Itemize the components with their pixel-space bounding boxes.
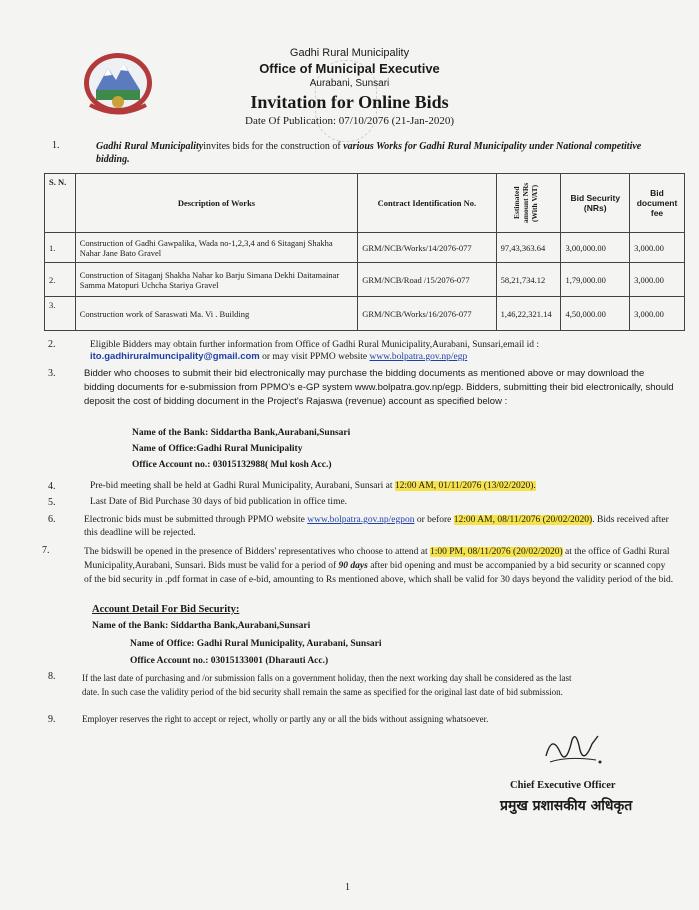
intro-paragraph [96, 140, 656, 166]
table-row [45, 233, 685, 263]
office-address: Aurabani, Sunsari [309, 78, 390, 89]
account-no-2: Office Account no.: 03015133001 (Dharauti Acc.) [130, 656, 329, 666]
item-2-text: Eligible Bidders may obtain further information from Office of Gadhi Rural Municipality,Aurabani, Sunsari,email id : [90, 340, 540, 350]
item-9-paragraph: Employer reserves the right to accept or reject, wholly or partly any or all the bids without assigning whatsoever. [82, 714, 489, 724]
row-contract-id: GRM/NCB/Works/14/2076-077 [358, 233, 496, 263]
page-number: 1 [345, 882, 350, 893]
publication-date: Date Of Publication: 07/10/2076 (21-Jan-2020) [245, 115, 454, 127]
item-8-paragraph: If the last date of purchasing and /or submission falls on a government holiday, then the next working day shall be considered as the last date. In such case the validity period of the bid security shall remain the same as specified for the original last date of bid submission. [82, 673, 572, 697]
table-row [45, 297, 685, 331]
intro-org: Gadhi Rural Municipality [96, 141, 204, 152]
item-number-1: 1. [52, 140, 60, 151]
item-7-text-b: at the office of Gadhi Rural Municipality,Aurabani, Sunsari. Bids must be valid for a period of [84, 547, 670, 571]
col-contract-id: Contract Identification No. [358, 174, 496, 233]
row-security: 1,79,000.00 [561, 263, 630, 297]
intro-text: invites bids for the construction of [203, 141, 344, 152]
item-number-7: 7. [42, 545, 50, 556]
ppmo-link[interactable]: www.bolpatra.gov.np/egp [369, 352, 468, 362]
col-estimated-amount: Estimated amount NRs (With VAT) [496, 174, 561, 233]
item-4-paragraph [90, 481, 670, 491]
item-2-mid: or may visit PPMO website [259, 352, 370, 362]
col-document-fee: Bid document fee [630, 174, 685, 233]
row-security: 3,00,000.00 [561, 233, 630, 263]
item-number-9: 9. [48, 714, 56, 725]
row-contract-id: GRM/NCB/Works/16/2076-077 [358, 297, 496, 331]
bolpatra-link[interactable]: www.bolpatra.gov.np/egpon [307, 515, 415, 525]
bank-name-1: Name of the Bank: Siddartha Bank,Aurabani,Sunsari [132, 428, 351, 438]
row-amount: 58,21,734.12 [496, 263, 561, 297]
row-sn: 3. [45, 297, 76, 331]
item-number-2: 2. [48, 339, 56, 350]
office-name-2: Name of Office: Gadhi Rural Municipality, Aurabani, Sunsari [130, 639, 382, 649]
item-5-paragraph: Last Date of Bid Purchase 30 days of bid publication in office time. [90, 497, 348, 507]
item-number-5: 5. [48, 497, 56, 508]
item-6-mid: or before [414, 515, 454, 525]
contact-email[interactable]: ito.gadhiruralmuncipality@gmail.com [90, 351, 260, 362]
page-title: Invitation for Online Bids [250, 92, 449, 112]
office-name-1: Name of Office:Gadhi Rural Municipality [132, 444, 303, 454]
row-sn: 1. [45, 233, 76, 263]
row-fee: 3,000.00 [630, 233, 685, 263]
account-no-1: Office Account no.: 03015132988( Mul kosh Acc.) [132, 460, 332, 470]
prebid-date: 12:00 AM, 01/11/2076 (13/02/2020). [394, 481, 536, 491]
org-name: Gadhi Rural Municipality [289, 47, 410, 59]
validity-days: 90 days [338, 561, 368, 571]
signatory-title: Chief Executive Officer [510, 780, 616, 791]
row-description: Construction of Sitaganj Shakha Nahar ko Barju Simana Dekhi Daitamainar Samma Matopuri Uchcha Stariya Gravel [75, 263, 357, 297]
row-amount: 97,43,363.64 [496, 233, 561, 263]
item-number-3: 3. [48, 368, 56, 379]
col-sn: S. N. [45, 174, 76, 233]
item-number-6: 6. [48, 514, 56, 525]
item-7-text-c: after bid opening and must be accompanied by a bid security or scanned copy of the bid security in .pdf format in case of e-bid, amounting to Rs mentioned above, which shall be valid for 30 days beyond the validity period of the bid. [84, 561, 674, 585]
row-security: 4,50,000.00 [561, 297, 630, 331]
row-sn: 2. [45, 263, 76, 297]
intro-works: various Works for Gadhi Rural Municipality under National competitive bidding. [96, 141, 642, 165]
item-2-paragraph [90, 339, 670, 363]
item-6-end: . Bids received after this deadline will be rejected. [84, 515, 669, 538]
col-description: Description of Works [75, 174, 357, 233]
col-bid-security: Bid Security (NRs) [561, 174, 630, 233]
row-contract-id: GRM/NCB/Road /15/2076-077 [358, 263, 496, 297]
item-number-8: 8. [48, 671, 56, 682]
table-row [45, 263, 685, 297]
item-number-4: 4. [48, 481, 56, 492]
item-7-text-a: The bidswill be opened in the presence of Bidders' representatives who choose to attend at [84, 547, 430, 557]
bank-name-2: Name of the Bank: Siddartha Bank,Aurabani,Sunsari [92, 621, 311, 631]
office-stamp [315, 60, 377, 142]
opening-date: 1:00 PM, 08/11/2076 (20/02/2020) [429, 547, 563, 557]
row-description: Construction of Gadhi Gawpalika, Wada no-1,2,3,4 and 6 Sitaganj Shakha Nahar Jane Bato Gravel [75, 233, 357, 263]
bids-table [44, 173, 685, 331]
item-6-paragraph [84, 514, 674, 540]
signature [538, 726, 608, 772]
office-name: Office of Municipal Executive [259, 61, 440, 76]
item-6-text: Electronic bids must be submitted through PPMO website [84, 515, 308, 525]
row-description: Construction work of Saraswati Ma. Vi . Building [75, 297, 357, 331]
row-fee: 3,000.00 [630, 263, 685, 297]
item-4-text: Pre-bid meeting shall be held at Gadhi Rural Municipality, Aurabani, Sunsari at [90, 481, 395, 491]
row-amount: 1,46,22,321.14 [496, 297, 561, 331]
item-3-paragraph: Bidder who chooses to submit their bid electronically may purchase the bidding documents as mentioned above or may download the bidding documents for e-submission from PPMO's e-GP system www.bolpatra.gov.np/egp. Bidders, submitting their bid electronically, should deposit the cost of bidding document in the Project's Rajaswa (revenue) account as specified below : [84, 368, 674, 407]
row-fee: 3,000.00 [630, 297, 685, 331]
submission-deadline: 12:00 AM, 08/11/2076 (20/02/2020) [453, 515, 593, 525]
account-detail-heading: Account Detail For Bid Security: [92, 604, 240, 615]
item-7-paragraph [84, 545, 674, 587]
signatory-title-nepali: प्रमुख प्रशासकीय अधिकृत [500, 798, 633, 814]
